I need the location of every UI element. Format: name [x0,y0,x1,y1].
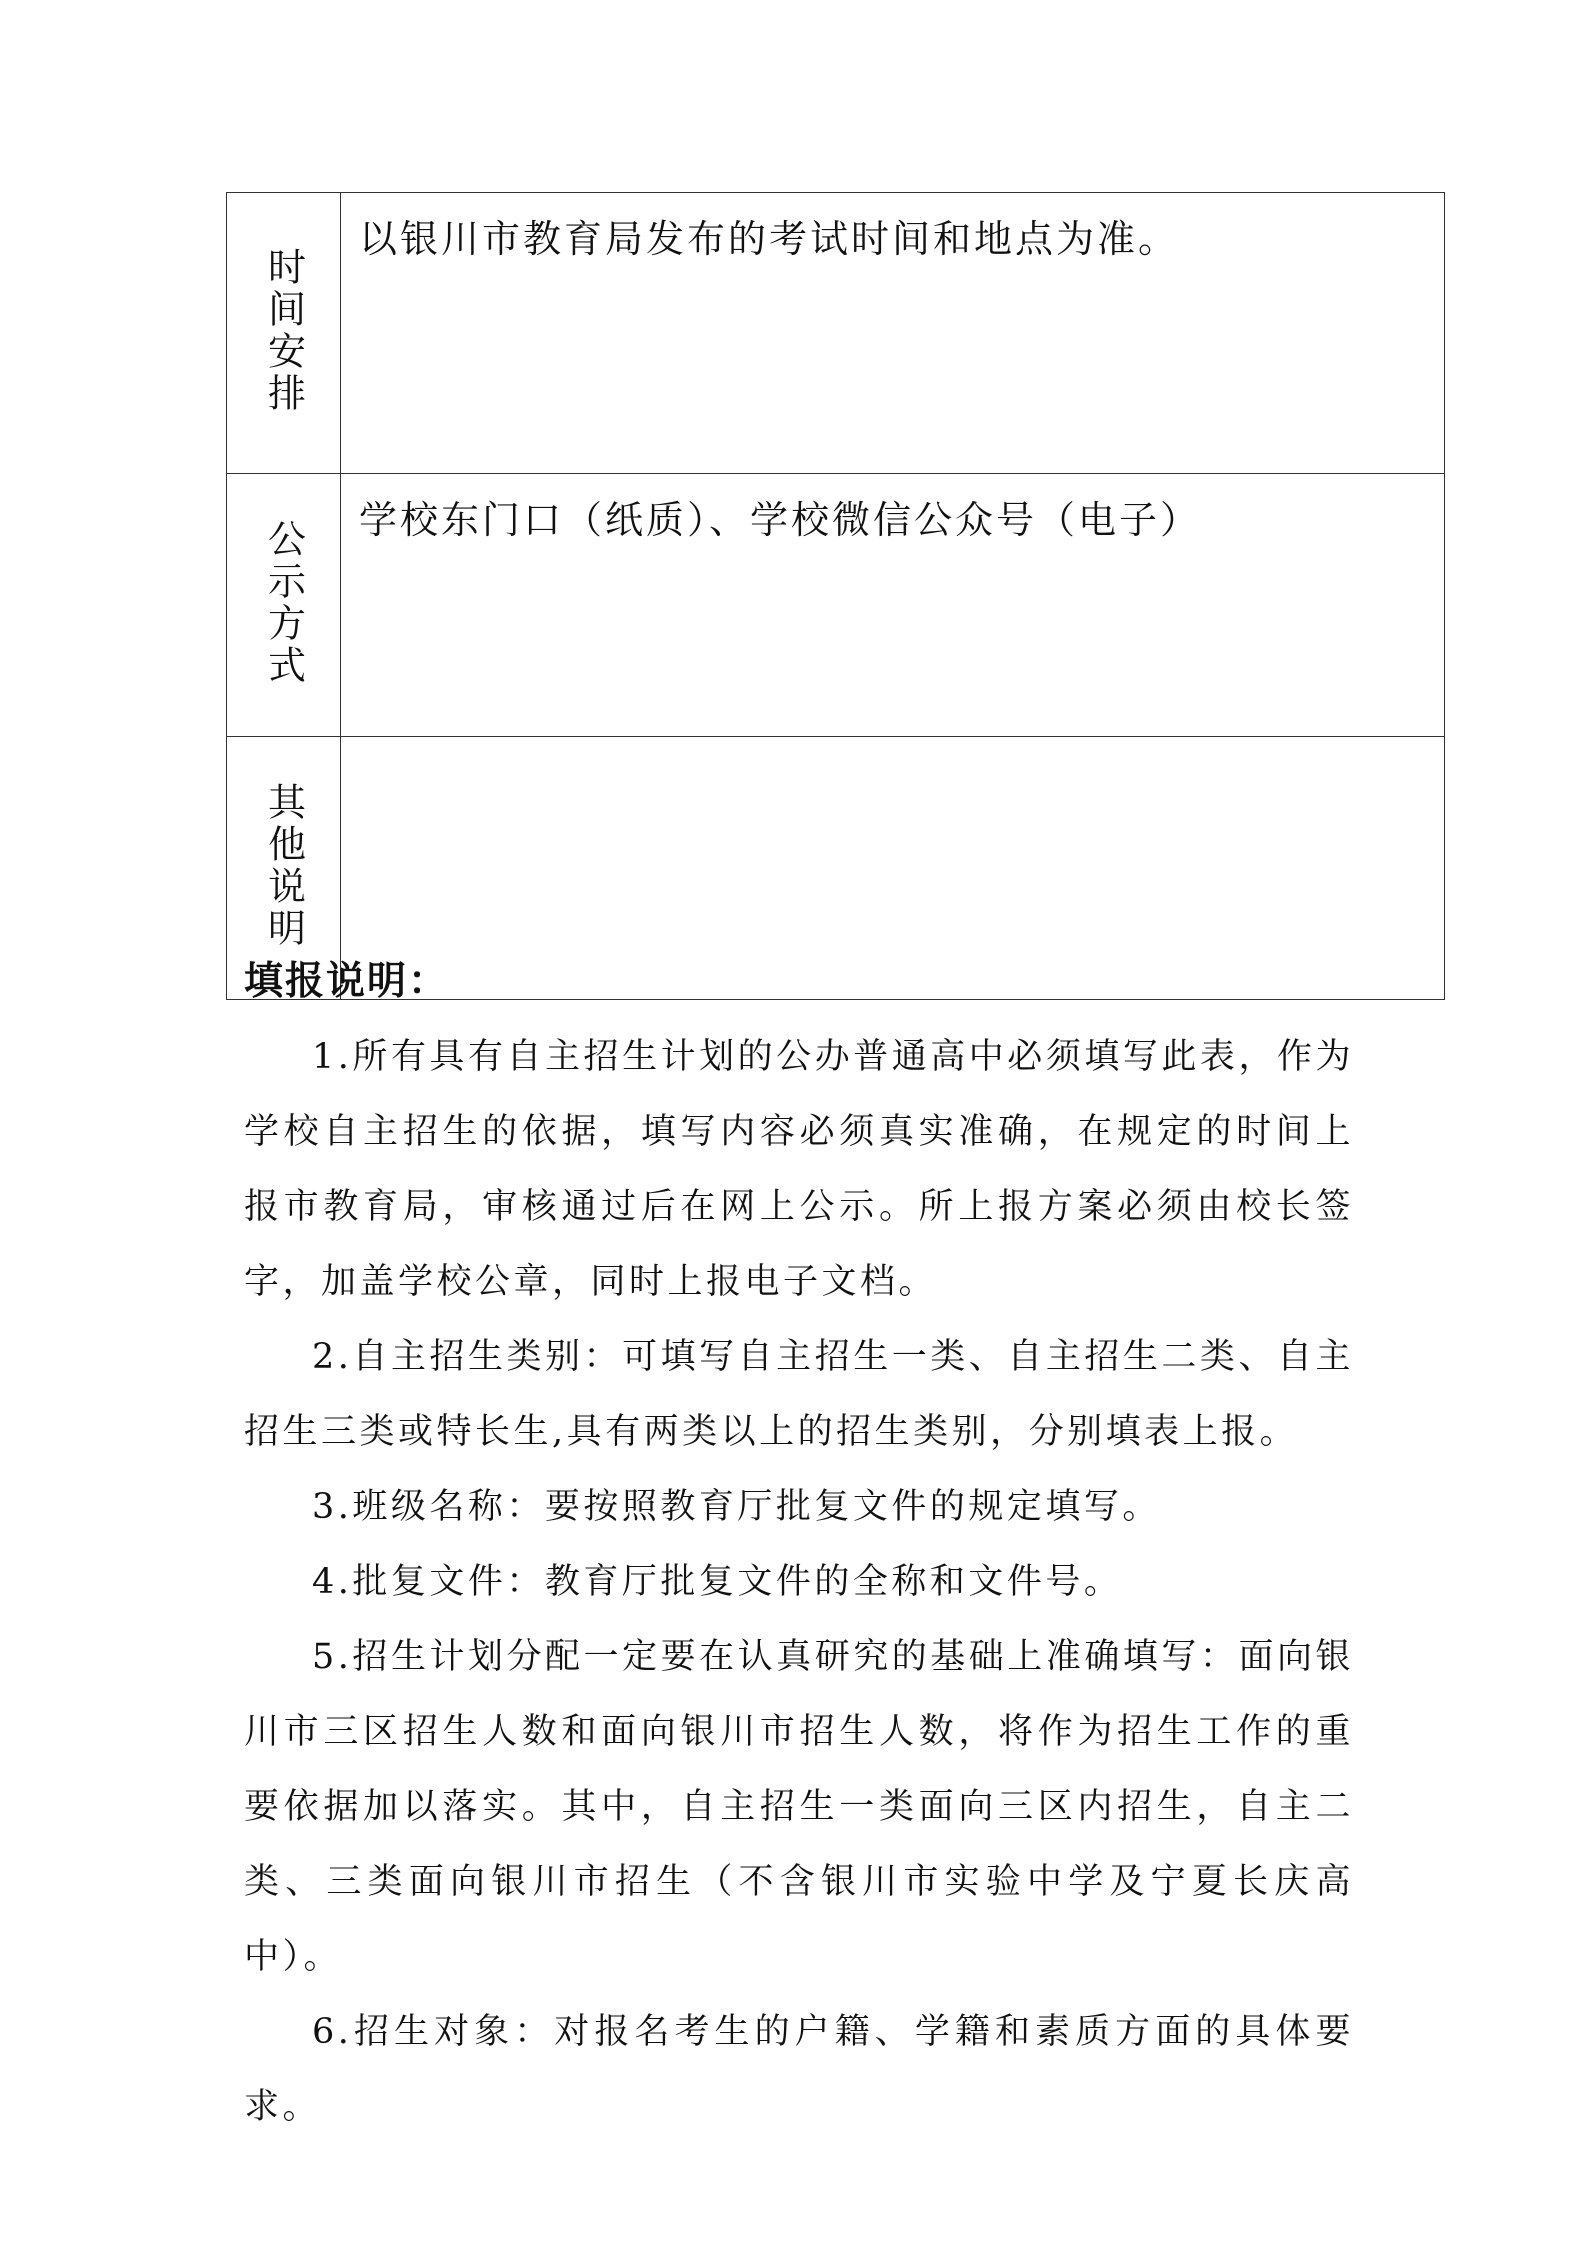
row-label-publicity: 公示方式 [261,519,306,687]
row-value-publicity: 学校东门口（纸质）、学校微信公众号（电子） [341,474,1445,737]
instruction-item: 3.班级名称：要按照教育厅批复文件的规定填写。 [312,1487,1161,1527]
row-label-cell [227,193,341,474]
table-row-publicity [227,474,1445,737]
row-value-schedule: 以银川市教育局发布的考试时间和地点为准。 [341,193,1445,474]
instruction-item: 4.批复文件：教育厅批复文件的全称和文件号。 [312,1562,1123,1602]
row-label-cell [227,474,341,737]
table-row-schedule [227,193,1445,474]
instructions-section [244,950,1354,2145]
instruction-item: 2.自主招生类别：可填写自主招生一类、自主招生二类、自主招生三类或特长生,具有两类以上的招生类别，分别填表上报。 [244,1337,1354,1452]
instruction-item: 6.招生对象：对报名考生的户籍、学籍和素质方面的具体要求。 [244,2012,1354,2127]
row-label-schedule: 时间安排 [261,247,306,415]
instructions-title: 填报说明： [244,958,450,1004]
row-label-other: 其他说明 [261,782,306,950]
instruction-item: 1.所有具有自主招生计划的公办普通高中必须填写此表，作为学校自主招生的依据，填写内容必须真实准确，在规定的时间上报市教育局，审核通过后在网上公示。所上报方案必须由校长签字，加盖学校公章，同时上报电子文档。 [244,1037,1354,1302]
instruction-item: 5.招生计划分配一定要在认真研究的基础上准确填写：面向银川市三区招生人数和面向银川市招生人数，将作为招生工作的重要依据加以落实。其中，自主招生一类面向三区内招生，自主二类、三类面向银川市招生（不含银川市实验中学及宁夏长庆高中）。 [244,1637,1354,1977]
info-table [226,192,1445,1000]
